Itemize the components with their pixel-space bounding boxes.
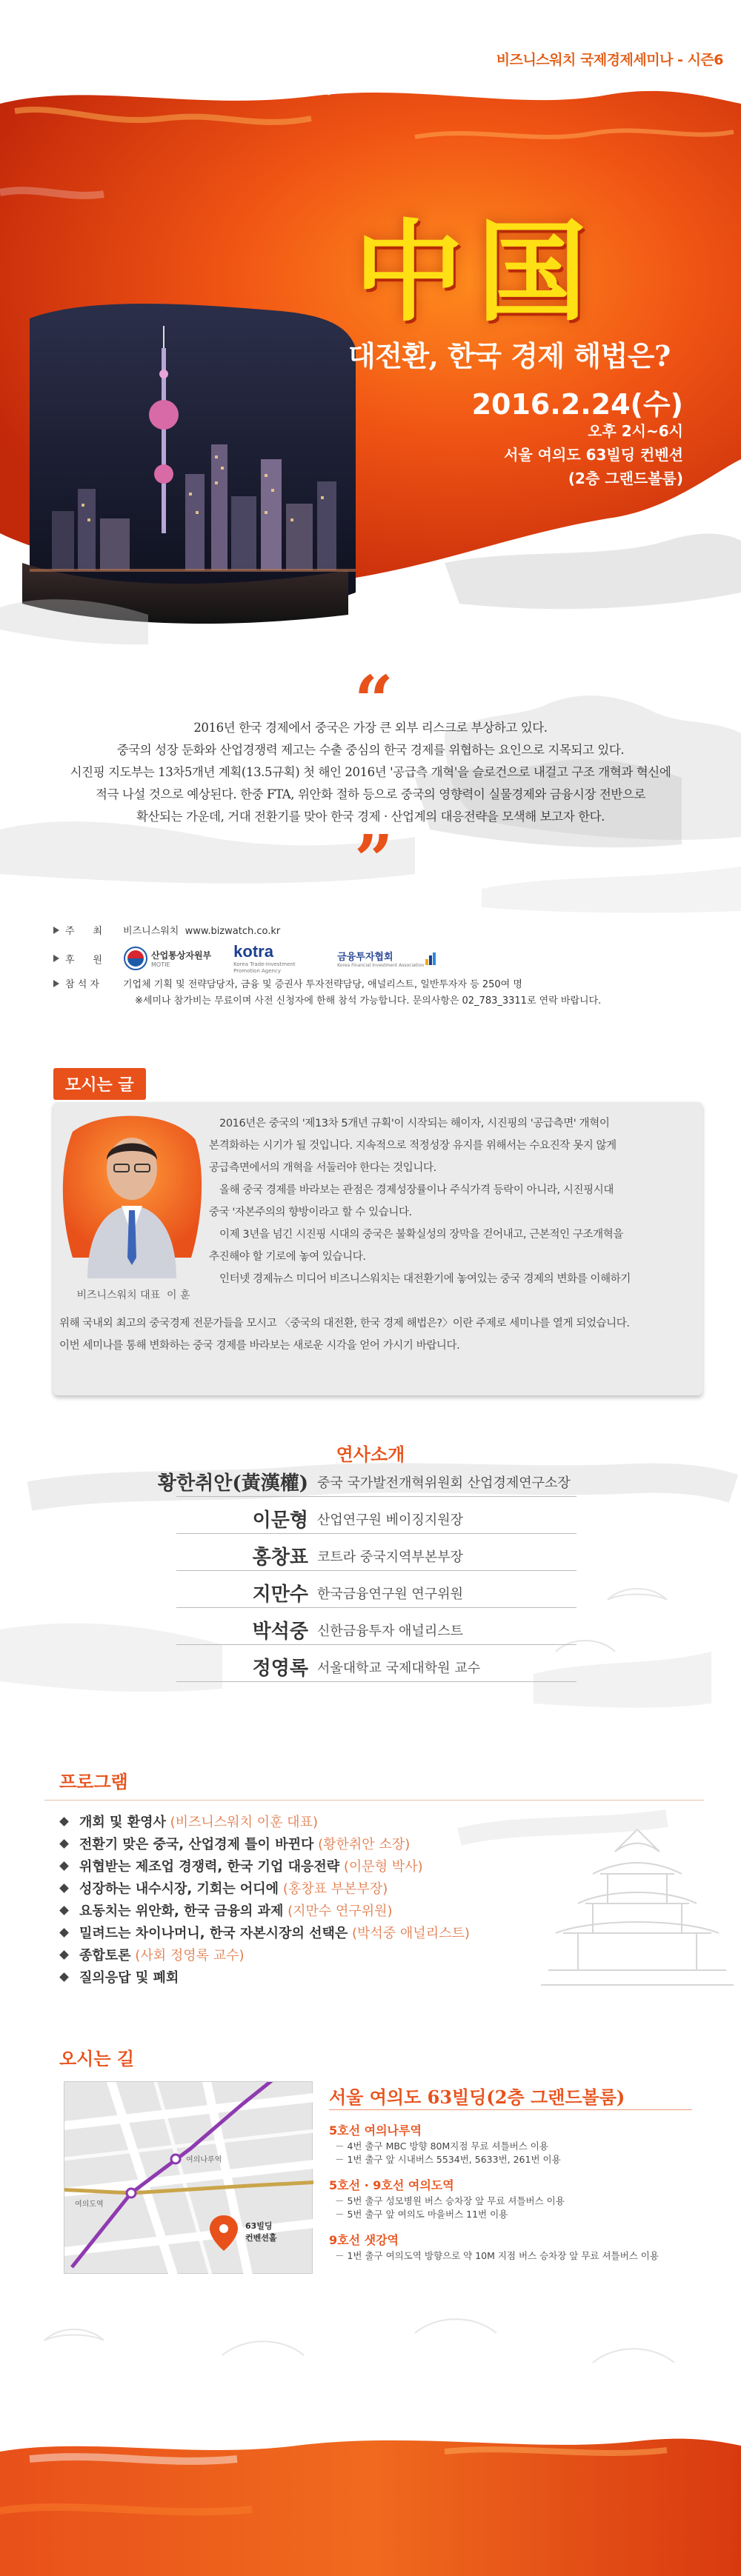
venue-name: 서울 여의도 63빌딩(2층 그랜드볼룸) bbox=[329, 2086, 625, 2108]
kotra-logo bbox=[233, 942, 315, 975]
divider bbox=[176, 1607, 576, 1608]
speaker-name: 홍창표 bbox=[252, 1546, 308, 1569]
invitation-title: 모시는 글 bbox=[53, 1068, 146, 1100]
attendees-label: 참 석 자 bbox=[65, 979, 99, 990]
letter-line: 2016년은 중국의 '제13차 5개년 규획'이 시작되는 해이자, 시진핑의 '공급측면' 개혁이 bbox=[219, 1118, 610, 1129]
diamond-bullet-icon bbox=[59, 1883, 69, 1893]
letter-line: 본격화하는 시기가 될 것입니다. 지속적으로 적정성장 유지를 위해서는 수요진작 못지 않게 bbox=[209, 1140, 617, 1152]
location-map[interactable] bbox=[64, 2081, 313, 2274]
letter-line: 위해 국내외 최고의 중국경제 전문가들을 모시고 〈중국의 대전환, 한국 경제 해법은?〉이란 주제로 세미나를 열게 되었습니다. bbox=[59, 1318, 630, 1329]
triangle-bullet-icon bbox=[53, 980, 59, 987]
program-item bbox=[61, 1812, 318, 1831]
program-item-speaker: (박석중 애널리스트) bbox=[352, 1926, 470, 1941]
program-item-speaker: (이문형 박사) bbox=[343, 1859, 423, 1875]
program-item bbox=[61, 1945, 245, 1964]
attendees-value: 기업체 기획 및 전략담당자, 금융 및 증권사 투자전략담당, 애널리스트, 일반투자자 등 250여 명 bbox=[123, 979, 522, 990]
divider bbox=[329, 2109, 692, 2110]
map-graphic bbox=[64, 2082, 313, 2275]
program-item-speaker: (황한취안 소장) bbox=[318, 1837, 411, 1852]
station-name: 5호선 · 9호선 여의도역 bbox=[329, 2178, 454, 2192]
letter-line: 공급측면에서의 개혁을 서둘러야 한다는 것입니다. bbox=[209, 1162, 436, 1174]
kofia-name: 금융투자협회 bbox=[337, 952, 393, 963]
route-line: － 1번 출구 여의도역 방향으로 약 10M 지점 버스 승차장 앞 무료 셔틀버스 이용 bbox=[335, 2250, 659, 2261]
speaker-title: 산업연구원 베이징지원장 bbox=[317, 1512, 463, 1528]
hero-subtitle: 대전환, 한국 경제 해법은? bbox=[348, 339, 671, 373]
speaker-name: 이문형 bbox=[252, 1509, 308, 1532]
kofia-sub: Korea Financial Investment Association bbox=[337, 963, 425, 968]
intro-line: 시진핑 지도부는 13차5개년 계획(13.5규획) 첫 해인 2016년 '공급측 개혁'을 슬로건으로 내걸고 구조 개혁과 혁신에 bbox=[70, 765, 671, 779]
footer-brush-art bbox=[0, 2400, 741, 2576]
divider bbox=[176, 1533, 576, 1534]
attendees-row bbox=[53, 976, 522, 990]
diamond-bullet-icon bbox=[59, 1839, 69, 1849]
program-item-title: 질의응답 및 폐회 bbox=[79, 1970, 179, 1986]
motie-logo bbox=[123, 946, 211, 971]
route-line: － 4번 출구 MBC 방향 80M지점 무료 셔틀버스 이용 bbox=[335, 2140, 548, 2152]
program-item-speaker: (사회 정영록 교수) bbox=[135, 1948, 245, 1963]
intro-line: 적극 나설 것으로 예상된다. 한중 FTA, 위안화 절하 등으로 중국의 영향력이 실물경제와 금융시장 전반으로 bbox=[95, 787, 646, 801]
speaker-name: 지만수 bbox=[252, 1584, 308, 1606]
program-item-title: 전환기 맞은 중국, 산업경제 틀이 바뀐다 bbox=[79, 1837, 314, 1852]
speaker-title: 중국 국가발전개혁위원회 산업경제연구소장 bbox=[317, 1475, 571, 1491]
quote-open-icon: “ bbox=[354, 661, 393, 741]
host-label: 주 최 bbox=[65, 926, 102, 937]
program-title: 프로그램 bbox=[59, 1772, 128, 1792]
letter-line: 이제 3년을 넘긴 시진핑 시대의 중국은 불확실성의 장막을 걷어내고, 근본적인 구조개혁을 bbox=[219, 1229, 623, 1241]
speaker-title: 신한금융투자 애널리스트 bbox=[317, 1624, 463, 1639]
sponsor-row bbox=[53, 942, 459, 975]
program-item bbox=[61, 1878, 388, 1898]
station-name: 9호선 샛강역 bbox=[329, 2233, 399, 2247]
map-station-label: 여의도역 bbox=[75, 2200, 104, 2209]
kotra-name: kotra bbox=[233, 942, 273, 961]
program-item bbox=[61, 1834, 410, 1853]
kofia-logo bbox=[337, 949, 437, 968]
kotra-sub: Korea Trade-Investment Promotion Agency bbox=[233, 961, 296, 974]
letter-line: 올해 중국 경제를 바라보는 관점은 경제성장률이나 주식가격 등락이 아니라, 시진핑시대 bbox=[219, 1184, 614, 1196]
route-line: － 1번 출구 앞 시내버스 5534번, 5633번, 261번 이용 bbox=[335, 2154, 561, 2165]
quote-close-icon: ” bbox=[354, 820, 393, 900]
divider bbox=[44, 1800, 704, 1801]
program-item-title: 요동치는 위안화, 한국 금융의 과제 bbox=[79, 1903, 284, 1919]
host-row bbox=[53, 923, 280, 937]
letter-line: 중국 '자본주의의 향방이라고 할 수 있습니다. bbox=[209, 1207, 412, 1218]
program-item-title: 위협받는 제조업 경쟁력, 한국 기업 대응전략 bbox=[79, 1859, 340, 1875]
motie-emblem-icon bbox=[123, 946, 148, 971]
series-title: 비즈니스워치 국제경제세미나 - 시즌6 bbox=[496, 52, 723, 68]
directions-title: 오시는 길 bbox=[59, 2049, 135, 2069]
map-building-label: 컨벤션홀 bbox=[245, 2233, 277, 2243]
speaker-row bbox=[0, 1501, 741, 1533]
event-date: 2016.2.24(수) bbox=[471, 388, 683, 421]
map-building-label: 63빌딩 bbox=[245, 2221, 273, 2231]
hero-title: 中国 bbox=[354, 207, 600, 336]
kofia-mark-icon bbox=[424, 952, 437, 965]
diamond-bullet-icon bbox=[59, 1928, 69, 1938]
cloud-pattern-art bbox=[0, 2296, 741, 2400]
host-value: 비즈니스워치 www.bizwatch.co.kr bbox=[123, 926, 281, 937]
letter-line: 추진해야 할 기로에 놓여 있습니다. bbox=[209, 1251, 366, 1263]
speaker-row bbox=[0, 1649, 741, 1681]
route-line: － 5번 출구 앞 여의도 마을버스 11번 이용 bbox=[335, 2209, 508, 2220]
speaker-title: 한국금융연구원 연구위원 bbox=[317, 1586, 463, 1602]
speaker-title: 코트라 중국지역부본부장 bbox=[317, 1549, 463, 1565]
ceo-caption: 비즈니스워치 대표 이 훈 bbox=[76, 1289, 190, 1301]
diamond-bullet-icon bbox=[59, 1950, 69, 1960]
note-row bbox=[135, 992, 601, 1007]
program-item bbox=[61, 1856, 423, 1875]
footer-brush-banner bbox=[0, 2400, 741, 2576]
map-station-label: 여의나루역 bbox=[186, 2156, 222, 2164]
event-venue: 서울 여의도 63빌딩 컨벤션 bbox=[504, 446, 683, 464]
program-item-title: 밀려드는 차이나머니, 한국 자본시장의 선택은 bbox=[79, 1926, 348, 1941]
speaker-row bbox=[0, 1612, 741, 1644]
program-section bbox=[0, 1748, 741, 2015]
speaker-name: 정영록 bbox=[252, 1658, 308, 1680]
triangle-bullet-icon bbox=[53, 955, 59, 962]
event-room: (2층 그랜드볼룸) bbox=[568, 470, 683, 487]
invitation-section bbox=[53, 1068, 702, 1352]
program-item-speaker: (비즈니스워치 이훈 대표) bbox=[170, 1815, 318, 1830]
divider bbox=[176, 1496, 576, 1497]
divider bbox=[176, 1644, 576, 1645]
hero-banner bbox=[0, 0, 741, 652]
diamond-bullet-icon bbox=[59, 1906, 69, 1915]
program-item-speaker: (홍창표 부본부장) bbox=[282, 1881, 388, 1897]
diamond-bullet-icon bbox=[59, 1817, 69, 1826]
speaker-row bbox=[0, 1538, 741, 1570]
invitation-box bbox=[53, 1102, 702, 1395]
invitation-paragraph bbox=[209, 1112, 631, 1290]
program-item-speaker: (지만수 연구위원) bbox=[288, 1903, 393, 1919]
letter-line: 인터넷 경제뉴스 미디어 비즈니스워치는 대전환기에 놓여있는 중국 경제의 변화를 이해하기 bbox=[219, 1273, 631, 1285]
event-info bbox=[53, 918, 713, 1022]
letter-line: 이번 세미나를 통해 변화하는 중국 경제를 바라보는 새로운 시각을 얻어 가시기 바랍니다. bbox=[59, 1340, 460, 1352]
speaker-row bbox=[0, 1464, 741, 1496]
station-name: 5호선 여의나루역 bbox=[329, 2123, 422, 2138]
intro-line: 중국의 성장 둔화와 산업경쟁력 제고는 수출 중심의 한국 경제를 위협하는 요인으로 지목되고 있다. bbox=[116, 743, 625, 757]
intro-line: 2016년 한국 경제에서 중국은 가장 큰 외부 리스크로 부상하고 있다. bbox=[193, 721, 548, 735]
divider bbox=[176, 1681, 576, 1682]
speaker-name: 박석중 bbox=[252, 1621, 308, 1643]
speakers-section bbox=[0, 1407, 741, 1748]
ceo-portrait bbox=[58, 1110, 205, 1278]
sponsor-label: 후 원 bbox=[65, 954, 102, 966]
diamond-bullet-icon bbox=[59, 1861, 69, 1871]
program-item bbox=[61, 1967, 179, 1986]
attendance-note: ※세미나 참가비는 무료이며 사전 신청자에 한해 참석 가능합니다. 문의사항은 02_783_3311로 연락 바랍니다. bbox=[135, 995, 602, 1007]
event-time: 오후 2시~6시 bbox=[588, 422, 683, 440]
program-item-title: 종합토론 bbox=[79, 1948, 131, 1963]
intro-line: 확산되는 가운데, 거대 전환기를 맞아 한국 경제 · 산업계의 대응전략을 모색해 보고자 한다. bbox=[136, 810, 605, 824]
speaker-title: 서울대학교 국제대학원 교수 bbox=[317, 1661, 481, 1676]
program-item bbox=[61, 1901, 393, 1920]
speakers-title: 연사소개 bbox=[336, 1444, 405, 1465]
diamond-bullet-icon bbox=[59, 1972, 69, 1982]
speaker-name: 황한취안(黃漢權) bbox=[157, 1472, 308, 1495]
program-item bbox=[61, 1923, 470, 1942]
speaker-row bbox=[0, 1575, 741, 1607]
triangle-bullet-icon bbox=[53, 927, 59, 934]
intro-section bbox=[0, 652, 741, 918]
program-item-title: 개회 및 환영사 bbox=[79, 1815, 166, 1830]
divider bbox=[176, 1570, 576, 1571]
motie-sub: MOTIE bbox=[151, 961, 170, 968]
directions-section bbox=[0, 2015, 741, 2400]
invitation-paragraph bbox=[59, 1312, 697, 1357]
motie-name: 산업통상자원부 bbox=[151, 950, 212, 961]
route-line: － 5번 출구 성모병원 버스 승차장 앞 무료 셔틀버스 이용 bbox=[335, 2195, 565, 2206]
program-item-title: 성장하는 내수시장, 기회는 어디에 bbox=[79, 1881, 279, 1897]
